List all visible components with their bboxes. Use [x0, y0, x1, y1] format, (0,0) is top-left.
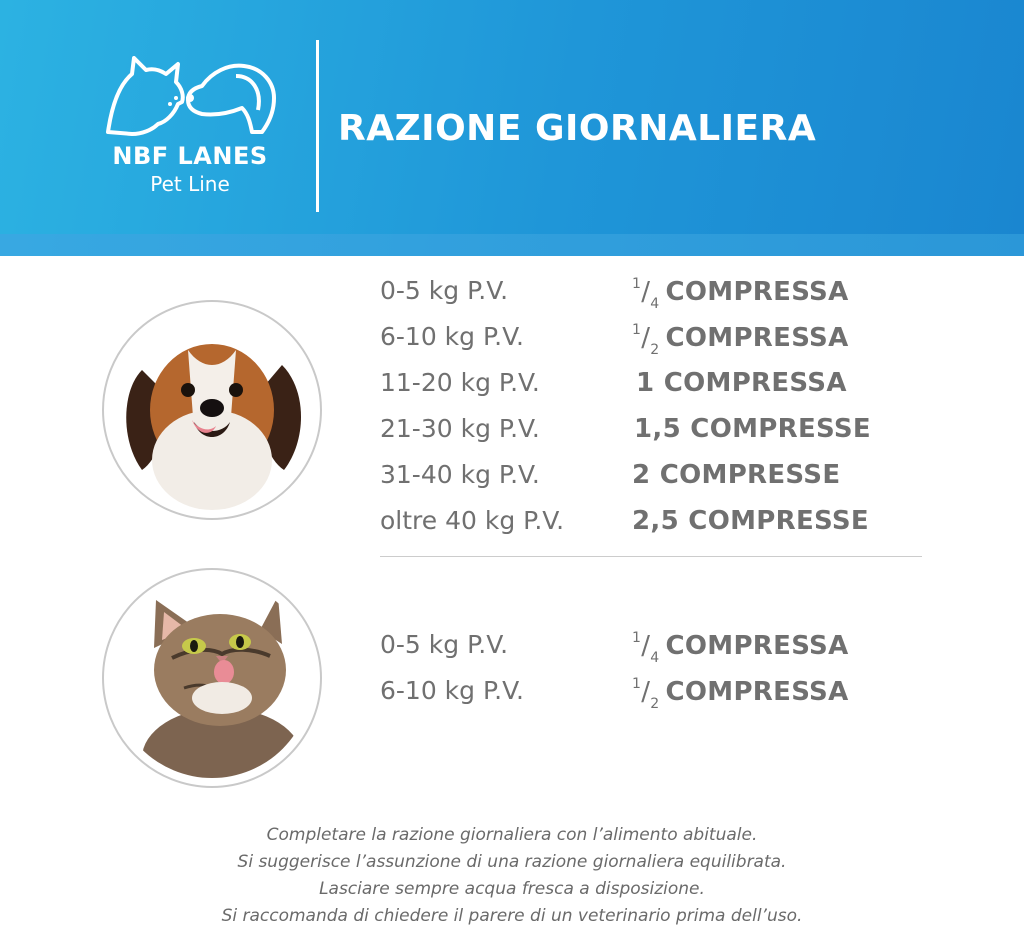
weight-label: oltre 40 kg P.V. — [380, 506, 565, 535]
dose-amount: 2,5 COMPRESSE — [632, 506, 869, 536]
weight-label: 11-20 kg P.V. — [380, 368, 540, 397]
header-divider — [316, 40, 319, 212]
section-divider — [380, 556, 922, 557]
cat-dog-logo-icon — [102, 54, 280, 138]
dog-photo-frame — [102, 300, 322, 520]
dose-amount: $^1/_4$ COMPRESSA — [632, 276, 849, 312]
brand-logo — [100, 54, 280, 204]
header-band — [0, 234, 1024, 256]
fraction-numerator: 1 — [632, 630, 642, 646]
dose-unit: COMPRESSA — [665, 677, 849, 707]
weight-label: 0-5 kg P.V. — [380, 630, 509, 659]
weight-label: 6-10 kg P.V. — [380, 676, 524, 705]
fraction-numerator: 1 — [632, 322, 642, 338]
dose-unit: COMPRESSA — [665, 323, 849, 353]
dose-amount: $^1/_4$ COMPRESSA — [632, 630, 849, 666]
dose-amount: $^1/_2$ COMPRESSA — [632, 676, 849, 712]
note-line: Completare la razione giornaliera con l’alimento abituale. — [266, 825, 758, 845]
dose-unit: COMPRESSA — [665, 631, 849, 661]
weight-label: 0-5 kg P.V. — [380, 276, 509, 305]
weight-label: 21-30 kg P.V. — [380, 414, 540, 443]
note-line: Si suggerisce l’assunzione di una razione giornaliera equilibrata. — [237, 852, 787, 872]
cat-photo — [112, 578, 312, 778]
brand-name: NBF LANES — [112, 142, 268, 170]
fraction-denominator: 2 — [650, 342, 660, 358]
weight-label: 6-10 kg P.V. — [380, 322, 524, 351]
fraction-numerator: 1 — [632, 276, 642, 292]
fraction-denominator: 4 — [650, 650, 660, 666]
fraction-denominator: 4 — [650, 296, 660, 312]
dog-photo — [112, 310, 312, 510]
note-line: Lasciare sempre acqua fresca a disposizione. — [319, 879, 705, 899]
dose-amount: 1,5 COMPRESSE — [634, 414, 871, 444]
page-title: RAZIONE GIORNALIERA — [338, 108, 817, 149]
dose-amount: 1 COMPRESSA — [636, 368, 847, 398]
dose-amount: $^1/_2$ COMPRESSA — [632, 322, 849, 358]
usage-notes — [0, 822, 1024, 930]
fraction-numerator: 1 — [632, 676, 642, 692]
weight-label: 31-40 kg P.V. — [380, 460, 540, 489]
note-line: Si raccomanda di chiedere il parere di un veterinario prima dell’uso. — [221, 906, 803, 926]
dose-unit: COMPRESSA — [665, 277, 849, 307]
fraction-denominator: 2 — [650, 696, 660, 712]
brand-subtitle: Pet Line — [150, 172, 230, 196]
cat-photo-frame — [102, 568, 322, 788]
dose-amount: 2 COMPRESSE — [632, 460, 841, 490]
